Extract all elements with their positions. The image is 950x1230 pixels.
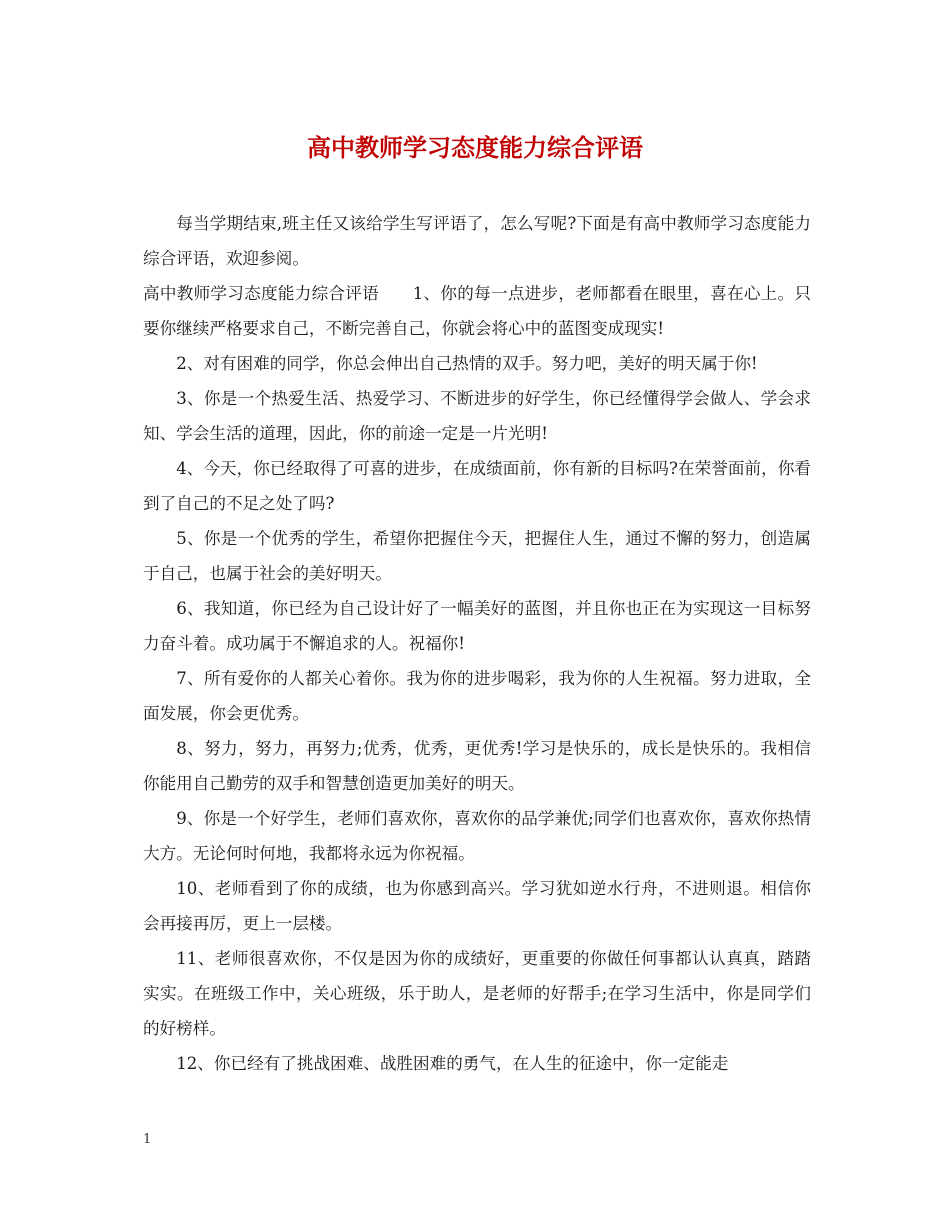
paragraph-intro: 每当学期结束,班主任又该给学生写评语了，怎么写呢?下面是有高中教师学习态度能力综合评语，欢迎参阅。 [143,214,811,268]
paragraph-9: 9、你是一个好学生，老师们喜欢你，喜欢你的品学兼优;同学们也喜欢你，喜欢你热情大方。无论何时何地，我都将永远为你祝福。 [143,809,811,863]
paragraph-3: 3、你是一个热爱生活、热爱学习、不断进步的好学生，你已经懂得学会做人、学会求知、学会生活的道理，因此，你的前途一定是一片光明! [143,389,811,443]
paragraph-10: 10、老师看到了你的成绩，也为你感到高兴。学习犹如逆水行舟，不进则退。相信你会再接再厉，更上一层楼。 [143,879,811,933]
paragraph-6: 6、我知道，你已经为自己设计好了一幅美好的蓝图，并且你也正在为实现这一目标努力奋斗着。成功属于不懈追求的人。祝福你! [143,599,811,653]
page-number: 1 [143,1132,152,1147]
paragraph-8: 8、努力，努力，再努力;优秀，优秀，更优秀!学习是快乐的，成长是快乐的。我相信你能用自己勤劳的双手和智慧创造更加美好的明天。 [143,739,811,793]
document-title: 高中教师学习态度能力综合评语 [307,134,643,162]
paragraph-4: 4、今天，你已经取得了可喜的进步，在成绩面前，你有新的目标吗?在荣誉面前，你看到了自己的不足之处了吗? [143,459,811,513]
paragraph-2: 2、对有困难的同学，你总会伸出自己热情的双手。努力吧，美好的明天属于你! [176,354,758,373]
paragraph-12: 12、你已经有了挑战困难、战胜困难的勇气，在人生的征途中，你一定能走 [176,1054,729,1073]
paragraph-11: 11、老师很喜欢你，不仅是因为你的成绩好，更重要的你做任何事都认认真真，踏踏实实。在班级工作中，关心班级，乐于助人，是老师的好帮手;在学习生活中，你是同学们的好榜样。 [143,949,811,1038]
paragraph-1: 高中教师学习态度能力综合评语 1、你的每一点进步，老师都看在眼里，喜在心上。只要你继续严格要求自己，不断完善自己，你就会将心中的蓝图变成现实! [143,284,811,338]
paragraph-7: 7、所有爱你的人都关心着你。我为你的进步喝彩，我为你的人生祝福。努力进取，全面发展，你会更优秀。 [143,669,811,723]
paragraph-5: 5、你是一个优秀的学生，希望你把握住今天，把握住人生，通过不懈的努力，创造属于自己，也属于社会的美好明天。 [143,529,811,583]
document-body [143,206,811,1081]
